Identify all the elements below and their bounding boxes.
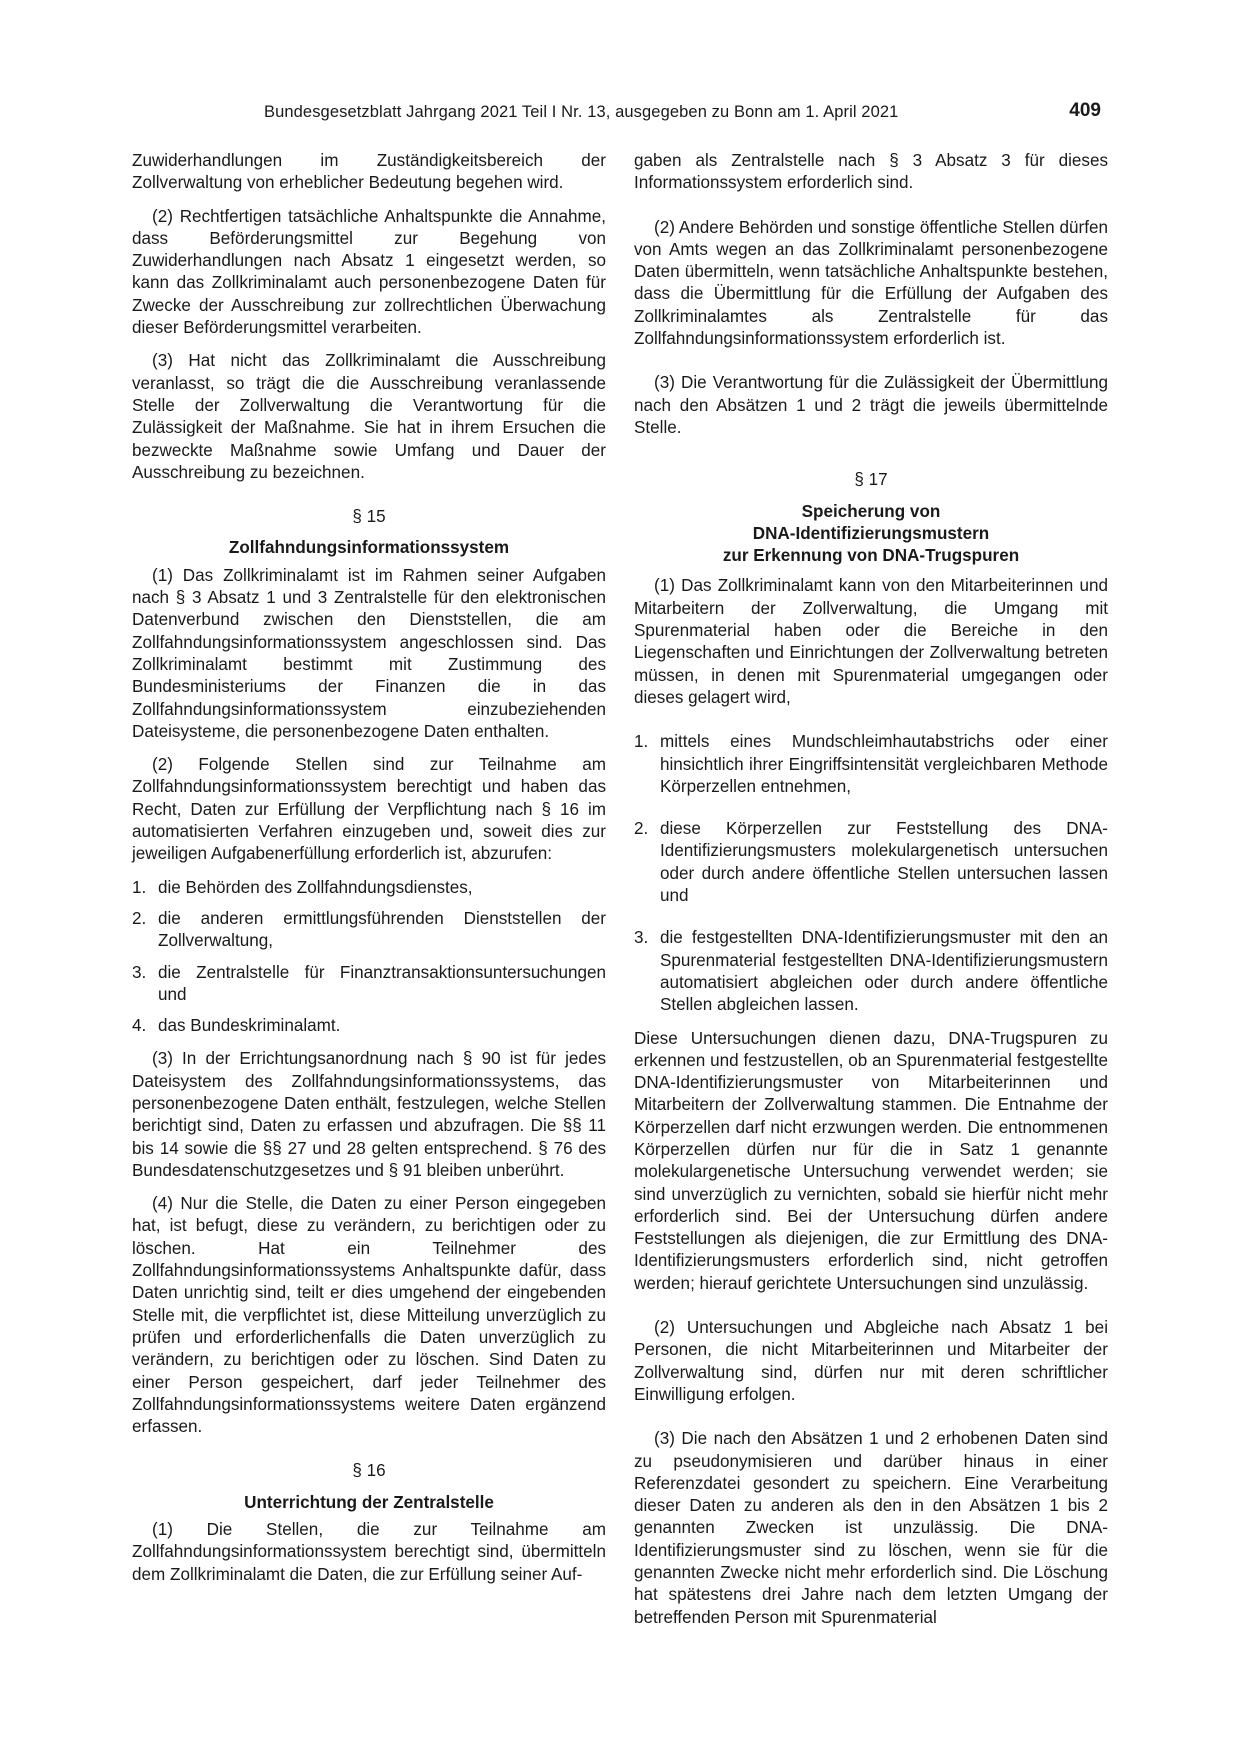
list-item: 1. mittels eines Mundschleimhautabstrichs oder einer hinsichtlich ihrer Eingriffsintensität vergleichbaren Methode Körperzellen entnehmen, (634, 732, 1108, 796)
list-item: 1. die Behörden des Zollfahndungsdienstes, (132, 877, 473, 897)
right-column (634, 150, 1108, 1640)
running-header: Bundesgesetzblatt Jahrgang 2021 Teil I Nr. 13, ausgegeben zu Bonn am 1. April 2021 (264, 103, 899, 121)
list-17-measures (634, 731, 1108, 1016)
list-item: 2. die anderen ermittlungsführenden Dienststellen der Zollverwaltung, (132, 908, 606, 951)
list-15-participants (132, 877, 606, 1038)
paragraph-15-2: (2) Folgende Stellen sind zur Teilnahme am Zollfahndungsinformationssystem berechtigt und haben das Recht, Daten zur Erfüllung der Verpflichtung nach § 16 im automatisierten Verfahren einzugeben und, soweit dies zur jeweiligen Aufgabenerfüllung erforderlich ist, abzurufen: (132, 755, 606, 864)
paragraph-17-1-continued: Diese Untersuchungen dienen dazu, DNA-Trugspuren zu erkennen und festzustellen, ob an Spurenmaterial festgestellte DNA-Identifizierungsmuster von Mitarbeiterinnen und Mitarbeitern der Zollverwaltung stammen. Die Entnahme der Körperzellen darf nicht erzwungen werden. Die entnommenen Körperzellen dürfen nur für die in Satz 1 genannte molekulargenetische Untersuchung verwendet werden; sie sind unverzüglich zu vernichten, sobald sie hierfür nicht mehr erforderlich sind. Bei der Untersuchung dürfen andere Feststellungen als diejenigen, die zur Ermittlung des DNA-Identifizierungsmusters erforderlich sind, nicht getroffen werden; hierauf gerichtete Untersuchungen sind unzulässig. (634, 1028, 1108, 1293)
section-17-title-line-2: DNA-Identifizierungsmustern (752, 523, 990, 543)
section-16-title: Unterrichtung der Zentralstelle (244, 1492, 494, 1512)
paragraph-15-3: (3) In der Errichtungsanordnung nach § 90 ist für jedes Dateisystem des Zollfahndungsinformationssystems, das personenbezogene Daten enthält, festzulegen, welche Stellen berichtigt sind, Daten zu erfassen und abzufragen. Die §§ 11 bis 14 sowie die §§ 27 und 28 gelten entsprechend. § 76 des Bundesdatenschutzgesetzes und § 91 bleiben unberührt. (132, 1049, 606, 1180)
list-item: 3. die festgestellten DNA-Identifizierungsmuster mit den an Spurenmaterial festgestellten DNA-Identifizierungsmustern automatisiert abgleichen oder durch andere öffentliche Stellen abgleichen lassen. (634, 928, 1108, 1015)
paragraph-16-3: (3) Die Verantwortung für die Zulässigkeit der Übermittlung nach den Absätzen 1 und 2 trägt die jeweils übermittelnde Stelle. (634, 373, 1108, 437)
list-item: 2. diese Körperzellen zur Feststellung des DNA-Identifizierungsmusters molekulargenetisch untersuchen oder durch andere öffentliche Stellen untersuchen lassen und (634, 819, 1108, 906)
list-item: 4. das Bundeskriminalamt. (132, 1016, 341, 1036)
section-16-number: § 16 (352, 1461, 386, 1481)
paragraph-17-3: (3) Die nach den Absätzen 1 und 2 erhobenen Daten sind zu pseudonymisieren und darüber hinaus in einer Referenzdatei gesondert zu speichern. Eine Verarbeitung dieser Daten zu anderen als den in den Absätzen 1 bis 2 genannten Zwecken ist unzulässig. Die DNA-Identifizierungsmuster sind zu löschen, wenn sie für die genannten Zwecke nicht mehr erforderlich sind. Die Löschung hat spätestens drei Jahre nach dem letzten Umgang der betreffenden Person mit Spurenmaterial (634, 1429, 1108, 1627)
paragraph-14-2: (2) Rechtfertigen tatsächliche Anhaltspunkte die Annahme, dass Beförderungsmittel zur Begehung von Zuwiderhandlungen nach Absatz 1 eingesetzt werden, so kann das Zollkriminalamt auch personenbezogene Daten für Zwecke der Ausschreibung zur zollrechtlichen Überwachung dieser Beförderungsmittel verarbeiten. (132, 206, 606, 338)
paragraph-15-4: (4) Nur die Stelle, die Daten zu einer Person eingegeben hat, ist befugt, diese zu verändern, zu berichtigen oder zu löschen. Hat ein Teilnehmer des Zollfahndungsinformationssystems Anhaltspunkte dafür, dass Daten unrichtig sind, teilt er dies umgehend der eingebenden Stelle mit, die verpflichtet ist, diese Mitteilung unverzüglich zu prüfen und erforderlichenfalls die Daten unverzüglich zu verändern, zu berichtigen oder zu löschen. Sind Daten zu einer Person gespeichert, darf jeder Teilnehmer des Zollfahndungsinformationssystems weitere Daten ergänzend erfassen. (132, 1194, 606, 1437)
list-item: 3. die Zentralstelle für Finanztransaktionsuntersuchungen und (132, 962, 606, 1004)
section-15-title: Zollfahndungsinformationssystem (228, 538, 510, 558)
page-number: 409 (1069, 100, 1101, 121)
paragraph-17-2: (2) Untersuchungen und Abgleiche nach Absatz 1 bei Personen, die nicht Mitarbeiterinnen und Mitarbeiter der Zollverwaltung sind, dürfen nur mit deren schriftlicher Einwilligung erfolgen. (634, 1318, 1108, 1404)
paragraph-continuation: gaben als Zentralstelle nach § 3 Absatz 3 für dieses Informationssystem erforderlich sind. (634, 151, 1108, 193)
section-17-number: § 17 (854, 470, 888, 490)
paragraph-16-1: (1) Die Stellen, die zur Teilnahme am Zollfahndungsinformationssystem berechtigt sind, übermitteln dem Zollkriminalamt die Daten, die zur Erfüllung seiner Auf- (132, 1520, 606, 1584)
paragraph-16-2: (2) Andere Behörden und sonstige öffentliche Stellen dürfen von Amts wegen an das Zollkriminalamt personenbezogene Daten übermitteln, wenn tatsächliche Anhaltspunkte bestehen, dass die Übermittlung für die Erfüllung der Aufgaben des Zollkriminalamtes als Zentralstelle für das Zollfahndungsinformationssystem erforderlich ist. (634, 217, 1108, 349)
paragraph-continuation: Zuwiderhandlungen im Zuständigkeitsbereich der Zollverwaltung von erheblicher Bedeutung begehen wird. (132, 151, 606, 193)
paragraph-15-1: (1) Das Zollkriminalamt ist im Rahmen seiner Aufgaben nach § 3 Absatz 1 und 3 Zentralstelle für den elektronischen Datenverbund zwischen den Dienststellen, die am Zollfahndungsinformationssystem angeschlossen sind. Das Zollkriminalamt bestimmt mit Zustimmung des Bundesministeriums der Finanzen die in das Zollfahndungsinformationssystem einzubeziehenden Dateisysteme, die personenbezogene Daten enthalten. (132, 565, 606, 741)
section-17-title-line-1: Speicherung von (801, 501, 941, 521)
section-17-title-line-3: zur Erkennung von DNA-Trugspuren (722, 546, 1020, 566)
page-header (0, 100, 1241, 124)
paragraph-17-1: (1) Das Zollkriminalamt kann von den Mitarbeiterinnen und Mitarbeitern der Zollverwaltung, die Umgang mit Spurenmaterial haben oder die Bereiche in den Liegenschaften und Einrichtungen der Zollverwaltung betreten müssen, in denen mit Spurenmaterial umgegangen oder dieses gelagert wird, (634, 576, 1108, 707)
paragraph-14-3: (3) Hat nicht das Zollkriminalamt die Ausschreibung veranlasst, so trägt die die Ausschreibung veranlassende Stelle der Zollverwaltung die Verantwortung für die Zulässigkeit der Maßnahme. Sie hat in ihrem Ersuchen die bezweckte Maßnahme sowie Umfang und Dauer der Ausschreibung zu bezeichnen. (132, 351, 606, 482)
left-column (132, 150, 606, 1597)
section-15-number: § 15 (352, 507, 386, 527)
